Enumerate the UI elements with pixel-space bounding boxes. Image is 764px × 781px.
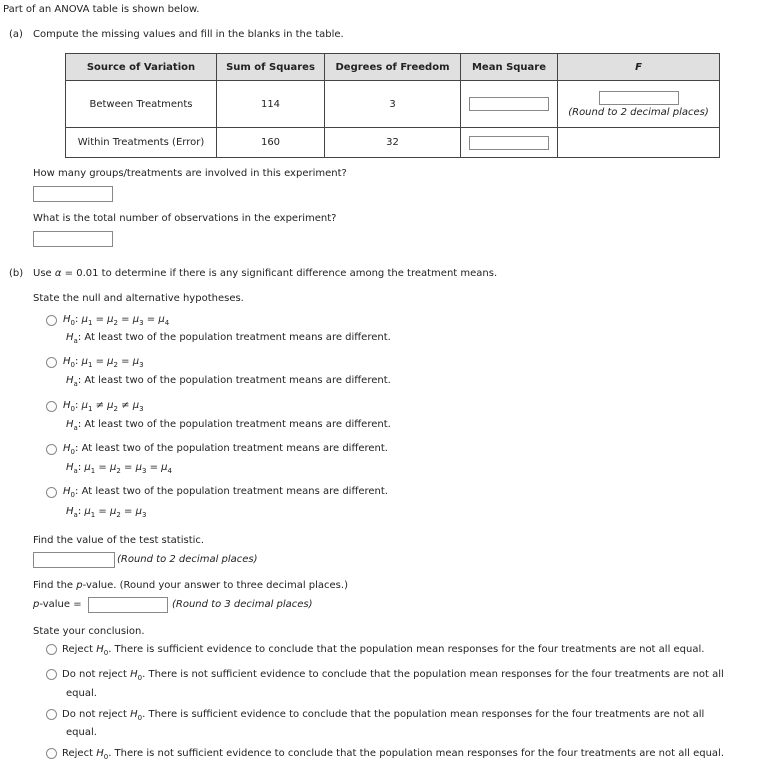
hyp-option-5-ha: $H_a$: $\mu_1 = \mu_2 = \mu_3$ bbox=[66, 506, 147, 519]
p-value-round-hint: (Round to 3 decimal places) bbox=[172, 599, 313, 610]
hyp-option-2-ha: $H_a$: At least two of the population treatment means are different. bbox=[66, 375, 391, 388]
header-f: F bbox=[558, 54, 720, 81]
groups-input[interactable] bbox=[33, 186, 113, 202]
f-round-hint: (Round to 2 decimal places) bbox=[568, 106, 709, 118]
hyp-option-5-radio[interactable] bbox=[46, 487, 57, 498]
between-ms-cell bbox=[461, 81, 558, 128]
between-f-input[interactable] bbox=[599, 91, 679, 105]
test-stat-input[interactable] bbox=[33, 552, 115, 568]
hyp-option-3-h0: $H_0$: $\mu_1 \ne \mu_2 \ne \mu_3$ bbox=[63, 400, 144, 413]
conclusion-option-2-cont: equal. bbox=[66, 688, 97, 699]
between-ms-input[interactable] bbox=[469, 97, 549, 111]
hyp-option-4-h0: $H_0$: At least two of the population treatment means are different. bbox=[63, 443, 388, 456]
conclusion-option-3-cont: equal. bbox=[66, 727, 97, 738]
hypotheses-prompt: State the null and alternative hypotheses. bbox=[33, 293, 244, 304]
conclusion-option-2-text: Do not reject $H_0$. There is not sufficient evidence to conclude that the population mean responses for the four treatments are not all bbox=[62, 669, 724, 682]
within-source: Within Treatments (Error) bbox=[66, 128, 217, 158]
within-ss: 160 bbox=[217, 128, 325, 158]
conclusion-option-1-radio[interactable] bbox=[46, 644, 57, 655]
total-obs-question: What is the total number of observations in the experiment? bbox=[33, 213, 337, 224]
conclusion-option-3-text: Do not reject $H_0$. There is sufficient evidence to conclude that the population mean responses for the four treatments are not all bbox=[62, 709, 705, 722]
between-df: 3 bbox=[325, 81, 461, 128]
hyp-option-2-h0: $H_0$: $\mu_1 = \mu_2 = \mu_3$ bbox=[63, 356, 144, 369]
groups-question: How many groups/treatments are involved in this experiment? bbox=[33, 168, 347, 179]
conclusion-option-4-radio[interactable] bbox=[46, 748, 57, 759]
hyp-option-1-radio[interactable] bbox=[46, 315, 57, 326]
within-df: 32 bbox=[325, 128, 461, 158]
header-ms: Mean Square bbox=[461, 54, 558, 81]
total-obs-input[interactable] bbox=[33, 231, 113, 247]
test-stat-prompt: Find the value of the test statistic. bbox=[33, 535, 205, 546]
p-value-prompt: Find the p-value. (Round your answer to three decimal places.) bbox=[33, 580, 348, 591]
part-b-label: (b) bbox=[9, 268, 24, 279]
header-ss: Sum of Squares bbox=[217, 54, 325, 81]
hyp-option-2-radio[interactable] bbox=[46, 357, 57, 368]
conclusion-option-1-text: Reject $H_0$. There is sufficient evidence to conclude that the population mean responses for the four treatments are not all equal. bbox=[62, 644, 705, 657]
header-df: Degrees of Freedom bbox=[325, 54, 461, 81]
part-a-text: Compute the missing values and fill in the blanks in the table. bbox=[33, 29, 344, 40]
test-stat-round-hint: (Round to 2 decimal places) bbox=[117, 554, 258, 565]
hyp-option-4-radio[interactable] bbox=[46, 444, 57, 455]
between-source: Between Treatments bbox=[66, 81, 217, 128]
between-f-cell bbox=[558, 81, 720, 128]
p-value-label: p-value = bbox=[33, 599, 82, 610]
intro-text: Part of an ANOVA table is shown below. bbox=[3, 4, 200, 15]
hyp-option-1-ha: $H_a$: At least two of the population treatment means are different. bbox=[66, 332, 391, 345]
part-b-text: Use α = 0.01 to determine if there is any significant difference among the treatment means. bbox=[33, 268, 498, 279]
within-f-cell bbox=[558, 128, 720, 158]
hyp-option-3-radio[interactable] bbox=[46, 401, 57, 412]
anova-table bbox=[65, 53, 720, 158]
part-a-label: (a) bbox=[9, 29, 23, 40]
hyp-option-4-ha: $H_a$: $\mu_1 = \mu_2 = \mu_3 = \mu_4$ bbox=[66, 462, 173, 475]
hyp-option-3-ha: $H_a$: At least two of the population treatment means are different. bbox=[66, 419, 391, 432]
conclusion-option-2-radio[interactable] bbox=[46, 669, 57, 680]
header-source: Source of Variation bbox=[66, 54, 217, 81]
conclusion-option-4-text: Reject $H_0$. There is not sufficient evidence to conclude that the population mean responses for the four treatments are not all equal. bbox=[62, 748, 724, 761]
p-value-input[interactable] bbox=[88, 597, 168, 613]
hyp-option-5-h0: $H_0$: At least two of the population treatment means are different. bbox=[63, 486, 388, 499]
conclusion-prompt: State your conclusion. bbox=[33, 626, 145, 637]
within-ms-input[interactable] bbox=[469, 136, 549, 150]
hyp-option-1-h0: $H_0$: $\mu_1 = \mu_2 = \mu_3 = \mu_4$ bbox=[63, 314, 170, 327]
between-ss: 114 bbox=[217, 81, 325, 128]
conclusion-option-3-radio[interactable] bbox=[46, 709, 57, 720]
within-ms-cell bbox=[461, 128, 558, 158]
